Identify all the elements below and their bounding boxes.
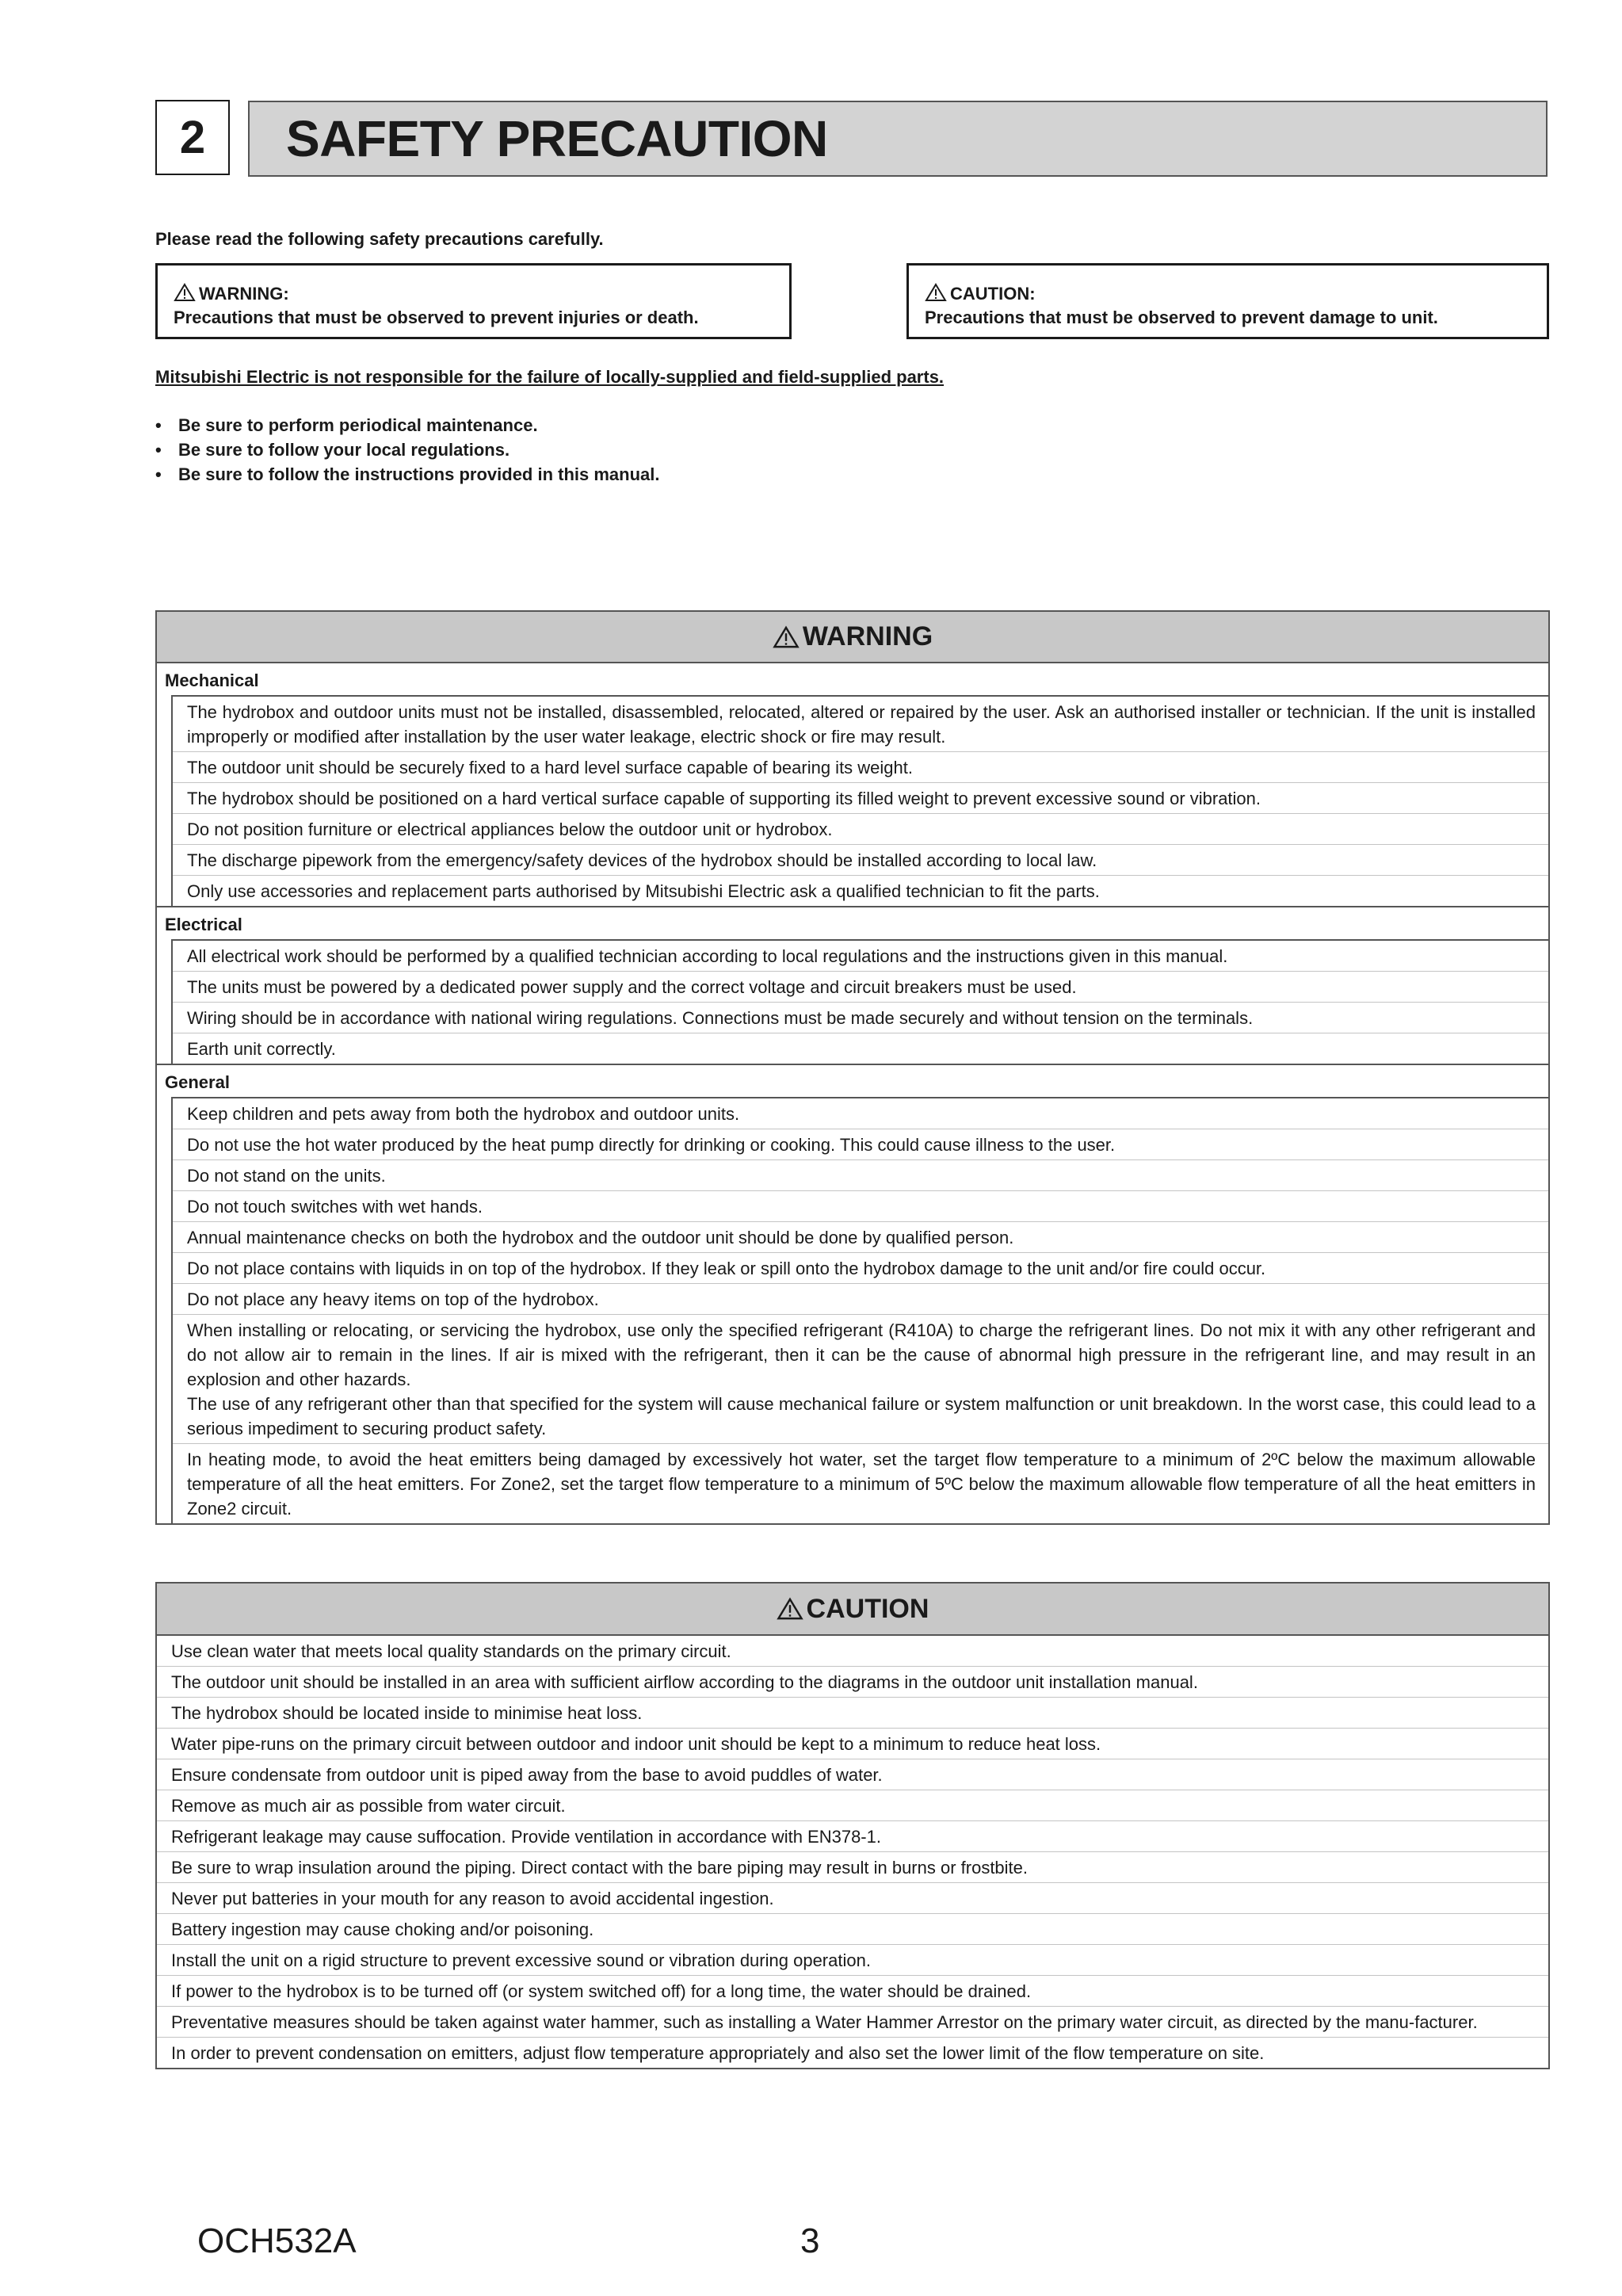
list-item: • Be sure to follow the instructions provided in this manual. xyxy=(155,462,660,487)
table-row: Never put batteries in your mouth for any reason to avoid accidental ingestion. xyxy=(157,1882,1548,1913)
list-item: • Be sure to perform periodical maintenance. xyxy=(155,413,660,437)
caution-legend-text: Precautions that must be observed to prevent damage to unit. xyxy=(925,308,1438,327)
warning-table-title: WARNING xyxy=(802,621,933,651)
table-row: Wiring should be in accordance with national wiring regulations. Connections must be made securely and without tension on the terminals. xyxy=(173,1002,1548,1033)
table-row: Use clean water that meets local quality standards on the primary circuit. xyxy=(171,1641,731,1661)
category-items xyxy=(171,695,1548,906)
table-row: Battery ingestion may cause choking and/or poisoning. xyxy=(157,1913,1548,1944)
caution-table xyxy=(155,1582,1550,2069)
document-code: OCH532A xyxy=(197,2222,357,2260)
warning-table-header xyxy=(157,612,1548,663)
page-number: 3 xyxy=(800,2222,820,2260)
bullet-list xyxy=(155,413,660,487)
table-row: Install the unit on a rigid structure to prevent excessive sound or vibration during operation. xyxy=(157,1944,1548,1975)
table-row: The hydrobox should be positioned on a hard vertical surface capable of supporting its filled weight to prevent excessive sound or vibration. xyxy=(173,782,1548,813)
table-row: The units must be powered by a dedicated power supply and the correct voltage and circuit breakers must be used. xyxy=(173,971,1548,1002)
list-item: • Be sure to follow your local regulations. xyxy=(155,437,660,462)
category-electrical: Electrical xyxy=(157,906,1548,939)
table-row: Keep children and pets away from both the hydrobox and outdoor units. xyxy=(187,1104,740,1124)
table-row: Water pipe-runs on the primary circuit between outdoor and indoor unit should be kept to a minimum to reduce heat loss. xyxy=(157,1728,1548,1759)
warning-triangle-icon xyxy=(174,283,196,302)
caution-table-header xyxy=(157,1584,1548,1636)
caution-table-title: CAUTION xyxy=(806,1593,929,1624)
disclaimer: Mitsubishi Electric is not responsible for the failure of locally-supplied and field-supplied parts. xyxy=(155,367,945,387)
section-title: SAFETY PRECAUTION xyxy=(248,101,1548,177)
section-number: 2 xyxy=(155,100,230,175)
warning-legend-label: WARNING: xyxy=(199,284,289,304)
table-row: Only use accessories and replacement parts authorised by Mitsubishi Electric ask a qualified technician to fit the parts. xyxy=(173,875,1548,906)
table-row: In order to prevent condensation on emitters, adjust flow temperature appropriately and also set the lower limit of the flow temperature on site. xyxy=(157,2037,1548,2068)
table-row: Preventative measures should be taken against water hammer, such as installing a Water Hammer Arrestor on the primary water circuit, as directed by the manu-facturer. xyxy=(157,2006,1548,2037)
category-items xyxy=(171,939,1548,1064)
category-items xyxy=(171,1097,1548,1523)
table-row: Annual maintenance checks on both the hydrobox and the outdoor unit should be done by qualified person. xyxy=(173,1221,1548,1252)
warning-triangle-icon xyxy=(925,283,947,302)
warning-table xyxy=(155,610,1550,1525)
table-row: Earth unit correctly. xyxy=(173,1033,1548,1064)
table-row: Do not place contains with liquids in on top of the hydrobox. If they leak or spill onto the hydrobox damage to the unit and/or fire could occur. xyxy=(173,1252,1548,1283)
category-general: General xyxy=(157,1064,1548,1097)
table-row: The hydrobox and outdoor units must not be installed, disassembled, relocated, altered or repaired by the user. Ask an authorised installer or technician. If the unit is installed improperly or modified after installation by the user water leakage, electric shock or fire may result. xyxy=(187,702,1536,747)
table-row: All electrical work should be performed by a qualified technician according to local regulations and the instructions given in this manual. xyxy=(187,946,1228,966)
warning-legend-text: Precautions that must be observed to prevent injuries or death. xyxy=(174,308,699,327)
caution-rows xyxy=(157,1636,1548,2068)
table-row: If power to the hydrobox is to be turned off (or system switched off) for a long time, the water should be drained. xyxy=(157,1975,1548,2006)
caution-legend-box xyxy=(906,263,1549,339)
table-row: Remove as much air as possible from water circuit. xyxy=(157,1790,1548,1820)
table-row: Do not touch switches with wet hands. xyxy=(173,1190,1548,1221)
table-row: Refrigerant leakage may cause suffocation. Provide ventilation in accordance with EN378-1. xyxy=(157,1820,1548,1851)
table-row: The hydrobox should be located inside to minimise heat loss. xyxy=(157,1697,1548,1728)
warning-triangle-icon xyxy=(773,625,800,649)
table-row: Be sure to wrap insulation around the piping. Direct contact with the bare piping may result in burns or frostbite. xyxy=(157,1851,1548,1882)
warning-triangle-icon xyxy=(777,1597,803,1621)
intro-text: Please read the following safety precautions carefully. xyxy=(155,229,604,249)
table-row: Do not stand on the units. xyxy=(173,1159,1548,1190)
warning-legend-box xyxy=(155,263,792,339)
table-row: The outdoor unit should be securely fixed to a hard level surface capable of bearing its weight. xyxy=(173,751,1548,782)
caution-legend-label: CAUTION: xyxy=(950,284,1036,304)
table-row: When installing or relocating, or servicing the hydrobox, use only the specified refrigerant (R410A) to charge the refrigerant lines. Do not mix it with any other refrigerant and do not allow air to remain in the lines. If air is mixed with the refrigerant, then it can be the cause of abnormal high pressure in the refrigerant line, and may result in an explosion and other hazards. The use of any refrigerant other than that specified for the system will cause mechanical failure or system malfunction or unit breakdown. In the worst case, this could lead to a serious impediment to securing product safety. xyxy=(173,1314,1548,1443)
table-row: Ensure condensate from outdoor unit is piped away from the base to avoid puddles of water. xyxy=(157,1759,1548,1790)
table-row: The discharge pipework from the emergency/safety devices of the hydrobox should be installed according to local law. xyxy=(173,844,1548,875)
table-row: Do not use the hot water produced by the heat pump directly for drinking or cooking. This could cause illness to the user. xyxy=(173,1129,1548,1159)
table-row: In heating mode, to avoid the heat emitters being damaged by excessively hot water, set the target flow temperature to a minimum of 2ºC below the maximum allowable temperature of all the heat emitters. For Zone2, set the target flow temperature to a minimum of 5ºC below the maximum allowable flow temperature of all the heat emitters in Zone2 circuit. xyxy=(173,1443,1548,1523)
table-row: The outdoor unit should be installed in an area with sufficient airflow according to the diagrams in the outdoor unit installation manual. xyxy=(157,1666,1548,1697)
category-mechanical: Mechanical xyxy=(165,670,259,690)
table-row: Do not place any heavy items on top of the hydrobox. xyxy=(173,1283,1548,1314)
table-row: Do not position furniture or electrical appliances below the outdoor unit or hydrobox. xyxy=(173,813,1548,844)
